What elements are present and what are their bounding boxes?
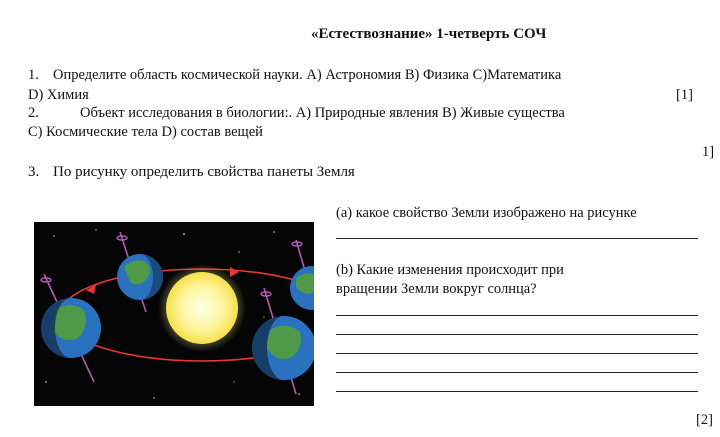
- earth-top-left: [117, 232, 163, 312]
- question-2-number: 2.: [28, 105, 39, 121]
- answer-line-b-4[interactable]: [336, 372, 698, 373]
- question-3-part-b-line-2: вращении Земли вокруг солнца?: [336, 281, 537, 297]
- question-1-mark: [1]: [676, 87, 693, 103]
- answer-line-b-1[interactable]: [336, 315, 698, 316]
- question-3-text: По рисунку определить свойства панеты Земля: [53, 164, 355, 180]
- answer-line-b-2[interactable]: [336, 334, 698, 335]
- question-3-part-b-line-1: (b) Какие изменения происходит при: [336, 262, 564, 278]
- earth-orbit-figure: [34, 222, 314, 406]
- question-1-number: 1.: [28, 67, 39, 83]
- question-2-mark: 1]: [702, 144, 715, 160]
- answer-line-b-5[interactable]: [336, 391, 698, 392]
- question-3-part-a: (a) какое свойство Земли изображено на рисунке: [336, 205, 637, 221]
- question-1-option-d: D) Химия: [28, 87, 89, 103]
- question-3-mark: [2]: [696, 412, 713, 428]
- sun: [166, 272, 238, 344]
- answer-line-a[interactable]: [336, 238, 698, 239]
- earth-top-right: [290, 240, 314, 322]
- question-1-text: Определите область космической науки. A) Астрономия B) Физика C)Математика: [53, 67, 562, 83]
- page-title: «Естествознание» 1-четверть СОЧ: [311, 26, 547, 42]
- question-2-text: Объект исследования в биологии:. A) Природные явления B) Живые существа: [80, 105, 565, 121]
- answer-line-b-3[interactable]: [336, 353, 698, 354]
- question-3-number: 3.: [28, 164, 40, 180]
- question-2-options-cd: C) Космические тела D) состав вещей: [28, 124, 263, 140]
